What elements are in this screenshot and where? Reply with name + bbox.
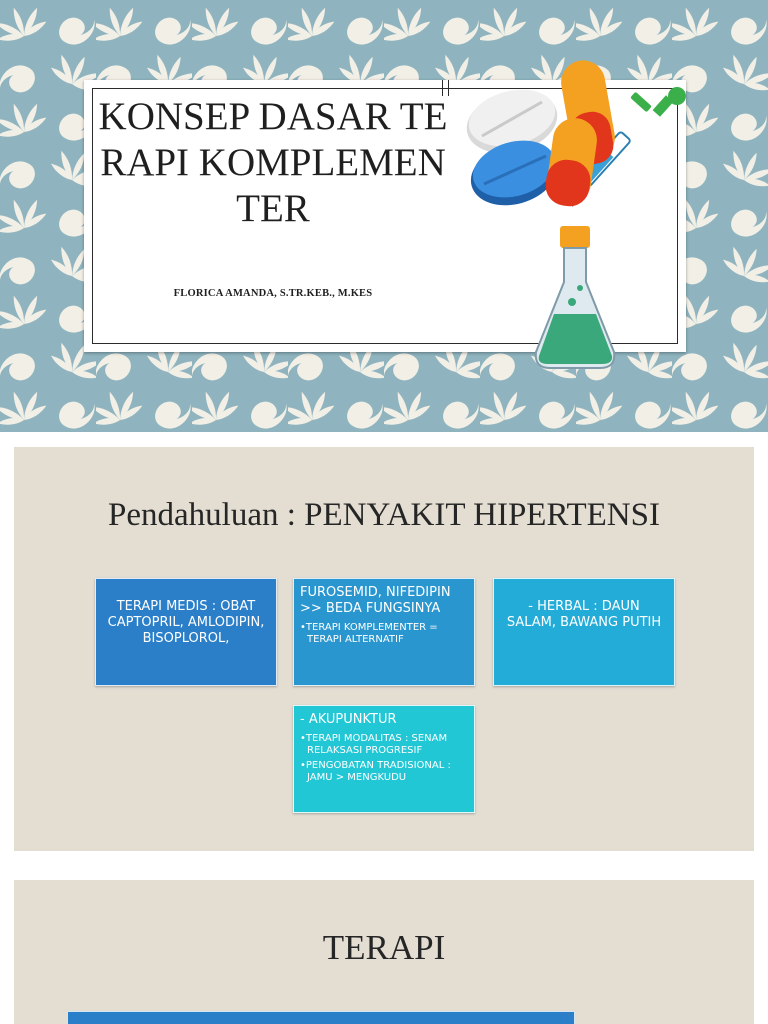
box-bullet: • TERAPI MODALITAS : SENAM RELAKSASI PROGRESIF [300,733,468,757]
flask-icon [536,226,614,368]
box-text: TERAPI MEDIS : OBAT CAPTOPRIL, AMLODIPIN, BISOPLOROL, [107,599,265,646]
box-bullet-list [300,622,468,646]
slide-heading: TERAPI [322,928,446,967]
therapy-slide [14,880,754,1024]
frame-notch [448,80,449,96]
slide-heading: Pendahuluan : PENYAKIT HIPERTENSI [108,497,660,533]
medicine-illustration [462,56,690,378]
slide-title: KONSEP DASAR TERAPI KOMPLEMENTER [98,95,448,230]
info-box-acupuncture [293,705,475,813]
title-slide [0,0,768,432]
box-text: - HERBAL : DAUN SALAM, BAWANG PUTIH [506,599,662,630]
box-text: FUROSEMID, NIFEDIPIN >> BEDA FUNGSINYA [300,585,451,616]
author-name: FLORICA AMANDA, S.TR.KEB., M.KES [173,288,373,299]
box-bullet: • PENGOBATAN TRADISIONAL : JAMU > MENGKUDU [300,760,468,784]
info-box-herbal [493,578,675,686]
intro-slide [14,447,754,851]
box-bullet-list [300,733,468,784]
box-text: - AKUPUNKTUR [300,712,397,727]
content-box-partial [67,1011,575,1024]
info-box-medical-therapy [95,578,277,686]
box-bullet: • TERAPI KOMPLEMENTER = TERAPI ALTERNATIF [300,622,468,646]
info-box-drug-function [293,578,475,686]
